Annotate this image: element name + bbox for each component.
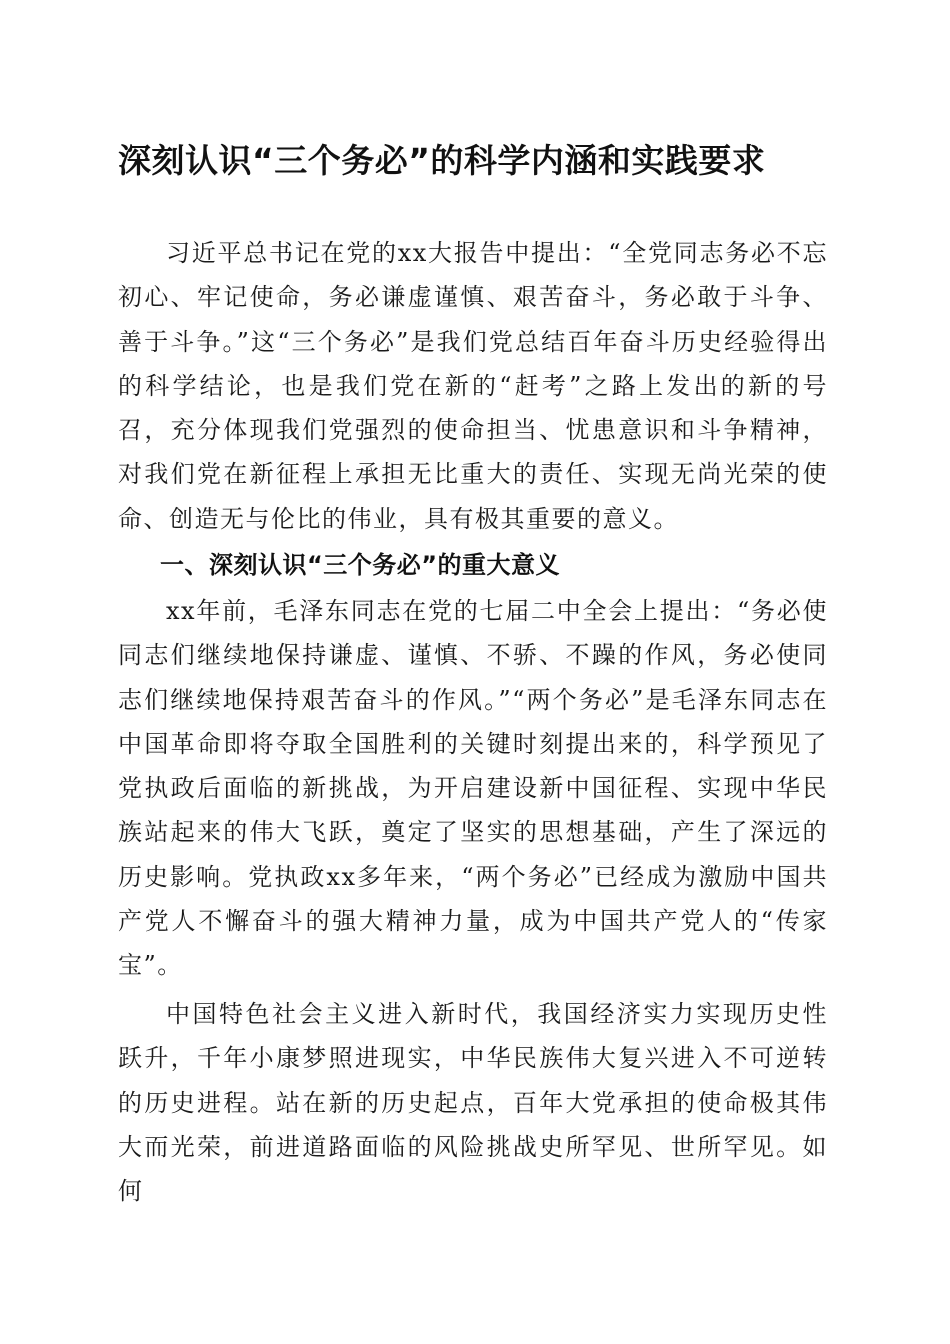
paragraph-intro: 习近平总书记在党的xx大报告中提出：“全党同志务必不忘初心、牢记使命，务必谦虚谨慎、艰苦奋斗，务必敢于斗争、善于斗争。”这“三个务必”是我们党总结百年奋斗历史经验得出的科学结论，也是我们党在新的“赶考”之路上发出的新的号召，充分体现我们党强烈的使命担当、忧患意识和斗争精神，对我们党在新征程上承担无比重大的责任、实现无尚光荣的使命、创造无与伦比的伟业，具有极其重要的意义。 bbox=[118, 239, 828, 533]
section-heading: 一、深刻认识“三个务必”的重大意义 bbox=[160, 551, 561, 579]
document-title: 深刻认识“三个务必”的科学内涵和实践要求 bbox=[118, 141, 766, 180]
paragraph-two-musts: xx年前，毛泽东同志在党的七届二中全会上提出：“务必使同志们继续地保持谦虚、谨慎、不骄、不躁的作风，务必使同志们继续地保持艰苦奋斗的作风。”“两个务必”是毛泽东同志在中国革命即将夺取全国胜利的关键时刻提出来的，科学预见了党执政后面临的新挑战，为开启建设新中国征程、实现中华民族站起来的伟大飞跃，奠定了坚实的思想基础，产生了深远的历史影响。党执政xx多年来，“两个务必”已经成为激励中国共产党人不懈奋斗的强大精神力量，成为中国共产党人的“传家宝”。 bbox=[118, 597, 828, 980]
paragraph-new-era: 中国特色社会主义进入新时代，我国经济实力实现历史性跃升，千年小康梦照进现实，中华民族伟大复兴进入不可逆转的历史进程。站在新的历史起点，百年大党承担的使命极其伟大而光荣，前进道路面临的风险挑战史所罕见、世所罕见。如何 bbox=[118, 1000, 828, 1206]
